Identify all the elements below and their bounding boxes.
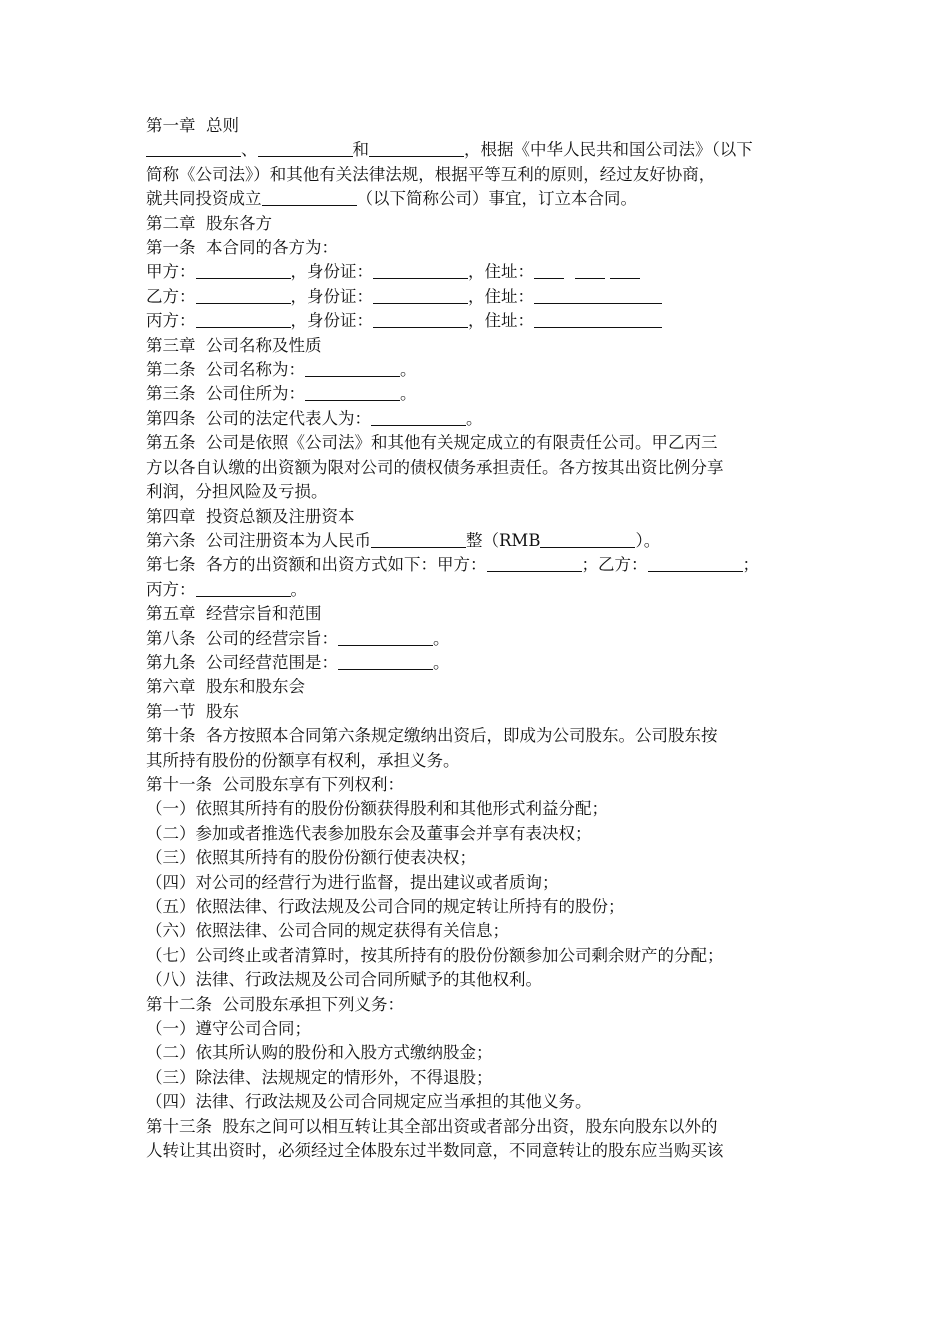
document-line: （二）参加或者推选代表参加股东会及董事会并享有表决权； — [146, 823, 592, 843]
document-line — [146, 553, 808, 577]
line-text: 和 — [352, 140, 369, 160]
line-text: （以下简称公司）事宜，订立本合同。 — [356, 189, 637, 209]
contract-document — [146, 114, 808, 1163]
blank-field — [373, 285, 468, 304]
document-line: （一）遵守公司合同； — [146, 1019, 311, 1039]
document-line: （一）依照其所持有的股份份额获得股利和其他形式利益分配； — [146, 799, 608, 819]
blank-field — [196, 260, 291, 279]
blank-field — [196, 578, 291, 597]
line-text: ，身份证： — [290, 262, 373, 282]
document-line: 第一条 本合同的各方为： — [146, 238, 338, 258]
line-text: 。 — [400, 360, 417, 380]
blank-field — [534, 260, 564, 279]
blank-field — [258, 138, 353, 157]
document-line — [146, 285, 808, 309]
document-line — [146, 651, 808, 675]
document-line — [146, 627, 808, 651]
line-text: 。 — [290, 579, 307, 599]
document-line: 第五章 经营宗旨和范围 — [146, 604, 322, 624]
document-line: 第五条 公司是依照《公司法》和其他有关规定成立的有限责任公司。甲乙丙三 — [146, 433, 718, 453]
line-text: 、 — [241, 140, 258, 160]
blank-field — [610, 260, 640, 279]
line-text: 第四条 公司的法定代表人为： — [146, 408, 371, 428]
line-text: 第六条 公司注册资本为人民币 — [146, 530, 371, 550]
document-line — [146, 407, 808, 431]
line-text: 就共同投资成立 — [146, 189, 262, 209]
document-line — [146, 187, 808, 211]
document-line: 第十二条 公司股东承担下列义务： — [146, 994, 404, 1014]
blank-field — [196, 285, 291, 304]
line-text: ，住址： — [468, 286, 534, 306]
document-line — [146, 138, 808, 162]
document-line: （三）依照其所持有的股份份额行使表决权； — [146, 848, 476, 868]
document-line: （二）依其所认购的股份和入股方式缴纳股金； — [146, 1043, 493, 1063]
line-text: ，身份证： — [290, 311, 373, 331]
line-text: ）。 — [635, 530, 661, 550]
line-text: 整（RMB — [466, 530, 541, 550]
blank-field — [534, 285, 662, 304]
document-line: 人转让其出资时，必须经过全体股东过半数同意，不同意转让的股东应当购买该 — [146, 1141, 724, 1161]
line-text: 丙方： — [146, 311, 196, 331]
blank-field — [575, 260, 605, 279]
document-line: 第四章 投资总额及注册资本 — [146, 506, 355, 526]
document-line — [146, 358, 808, 382]
document-line: （七）公司终止或者清算时，按其所持有的股份份额参加公司剩余财产的分配； — [146, 945, 724, 965]
line-text: ，住址： — [468, 262, 534, 282]
blank-field — [373, 309, 468, 328]
line-text: 第九条 公司经营范围是： — [146, 652, 338, 672]
blank-field — [338, 627, 433, 646]
blank-field — [196, 309, 291, 328]
document-line: （八）法律、行政法规及公司合同所赋予的其他权利。 — [146, 970, 542, 990]
blank-field — [369, 138, 464, 157]
blank-field — [305, 358, 400, 377]
blank-field — [146, 138, 241, 157]
blank-field — [371, 529, 466, 548]
blank-field — [373, 260, 468, 279]
line-text: 第七条 各方的出资额和出资方式如下：甲方： — [146, 555, 487, 575]
line-text: ；乙方： — [581, 555, 648, 575]
line-text: 第八条 公司的经营宗旨： — [146, 628, 338, 648]
blank-field — [487, 553, 582, 572]
blank-field — [540, 529, 635, 548]
document-line: （四）法律、行政法规及公司合同规定应当承担的其他义务。 — [146, 1092, 592, 1112]
line-text: ，住址： — [468, 311, 534, 331]
line-text: 。 — [433, 652, 450, 672]
document-line — [146, 529, 808, 553]
line-text: 丙方： — [146, 579, 196, 599]
document-line: （五）依照法律、行政法规及公司合同的规定转让所持有的股份； — [146, 897, 625, 916]
document-line: （四）对公司的经营行为进行监督，提出建议或者质询； — [146, 872, 559, 892]
document-line — [146, 260, 808, 284]
line-text: ，身份证： — [290, 286, 373, 306]
line-text: ； — [742, 555, 759, 575]
document-line — [146, 309, 808, 333]
document-line: 方以各自认缴的出资额为限对公司的债权债务承担责任。各方按其出资比例分享 — [146, 457, 724, 477]
blank-field — [534, 309, 662, 328]
line-text — [564, 262, 575, 281]
blank-field — [305, 382, 400, 401]
blank-field — [648, 553, 743, 572]
line-text: 。 — [400, 384, 417, 404]
document-line: 第一章 总则 — [146, 116, 239, 135]
document-line: 第十三条 股东之间可以相互转让其全部出资或者部分出资，股东向股东以外的 — [146, 1116, 718, 1136]
blank-field — [338, 651, 433, 670]
document-line: 第十一条 公司股东享有下列权利： — [146, 774, 404, 794]
document-line: 第六章 股东和股东会 — [146, 677, 305, 697]
document-line: 第二章 股东各方 — [146, 213, 272, 233]
document-line — [146, 382, 808, 406]
line-text: 甲方： — [146, 262, 196, 282]
line-text: ，根据《中华人民共和国公司法》（以下 — [464, 140, 753, 160]
document-line — [146, 578, 808, 602]
document-line: 第一节 股东 — [146, 701, 239, 721]
blank-field — [371, 407, 466, 426]
document-line: 第十条 各方按照本合同第六条规定缴纳出资后，即成为公司股东。公司股东按 — [146, 726, 718, 746]
document-line: 简称《公司法》）和其他有关法律法规，根据平等互利的原则，经过友好协商， — [146, 164, 716, 184]
line-text: 第三条 公司住所为： — [146, 384, 305, 404]
blank-field — [262, 187, 357, 206]
line-text: 第二条 公司名称为： — [146, 360, 305, 380]
document-line: （六）依照法律、公司合同的规定获得有关信息； — [146, 921, 509, 941]
document-line: 其所持有股份的份额享有权利，承担义务。 — [146, 750, 460, 770]
line-text: 。 — [466, 408, 483, 428]
document-line: 利润，分担风险及亏损。 — [146, 482, 328, 502]
line-text: 。 — [433, 628, 450, 648]
document-line: （三）除法律、法规规定的情形外，不得退股； — [146, 1067, 493, 1087]
document-line: 第三章 公司名称及性质 — [146, 335, 322, 355]
line-text: 乙方： — [146, 286, 196, 306]
